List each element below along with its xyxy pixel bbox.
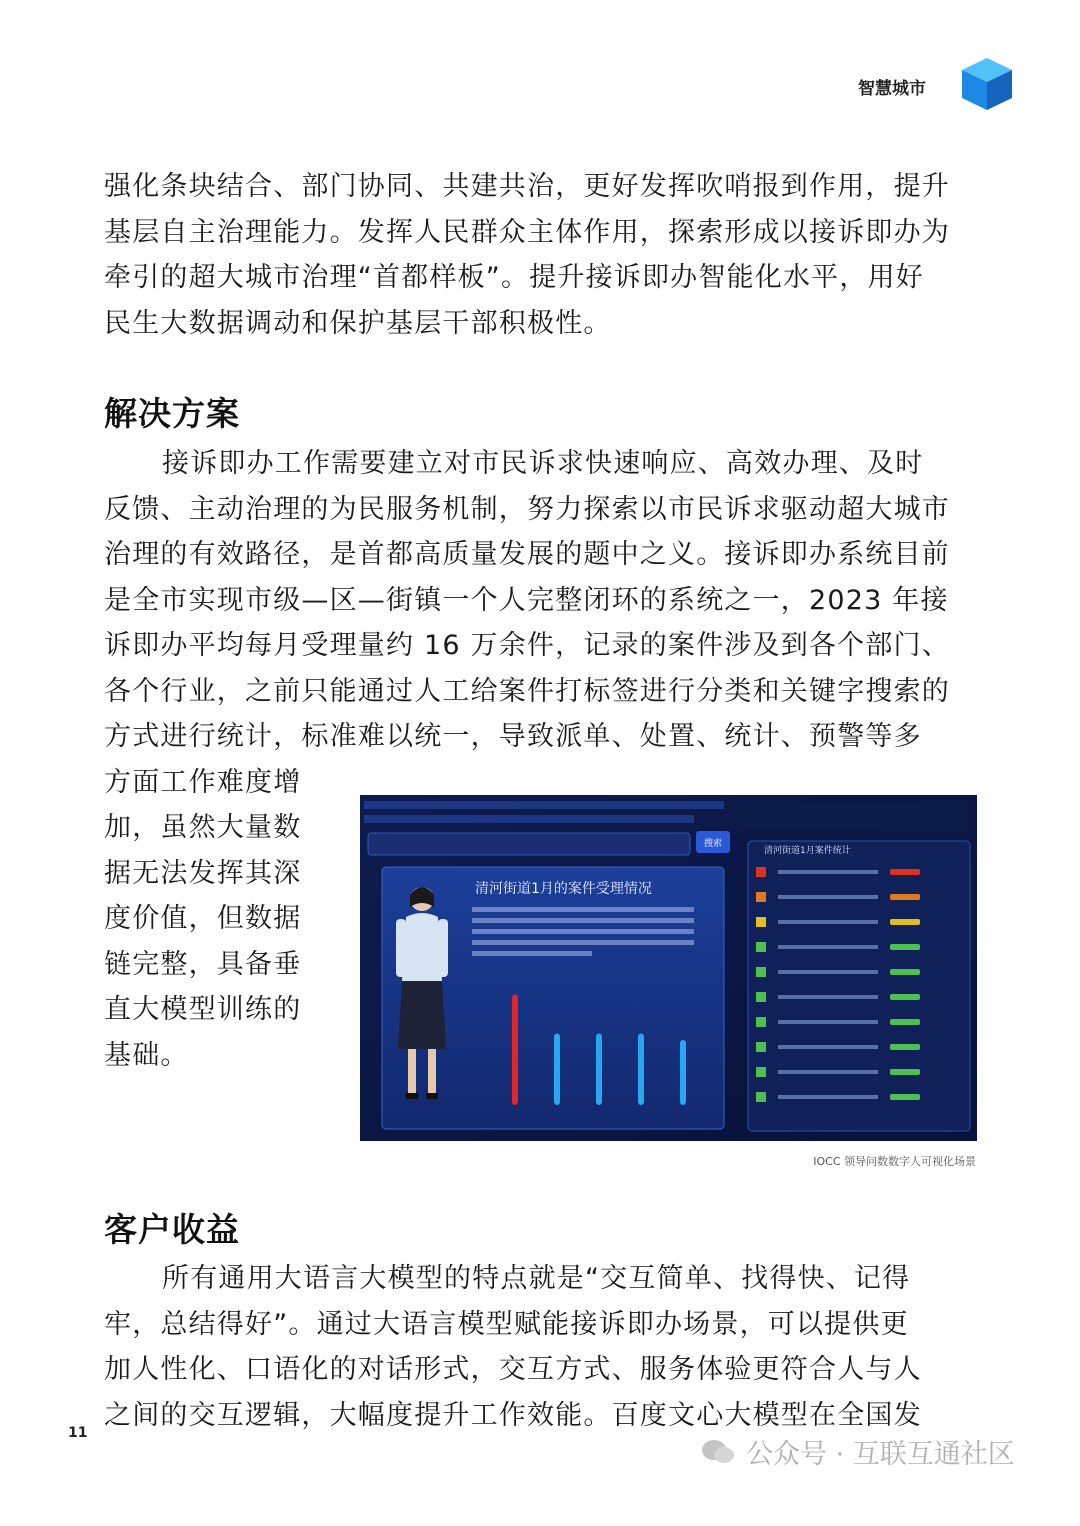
row-text: [778, 1070, 878, 1074]
row-status-square: [756, 967, 766, 977]
row-status-bar: [890, 1069, 920, 1075]
row-text: [778, 1095, 878, 1099]
solution-line: 直大模型训练的: [104, 994, 302, 1025]
row-status-bar: [890, 919, 920, 925]
benefits-heading: 客户收益: [104, 1210, 240, 1249]
bar: [596, 1034, 602, 1106]
page-number: 11: [68, 1425, 88, 1441]
intro-paragraph: [104, 164, 978, 346]
solution-line: 链完整，具备垂: [104, 948, 302, 980]
row-status-bar: [890, 1094, 920, 1100]
row-status-bar: [890, 969, 920, 975]
row-status-square: [756, 892, 766, 902]
section-title: 智慧城市: [858, 79, 926, 99]
watermark-text: 公众号 · 互联互通社区: [746, 1439, 1015, 1470]
row-text: [778, 970, 878, 974]
solution-line: 接诉即办工作需要建立对市民诉求快速响应、高效办理、及时: [162, 448, 924, 479]
row-text: [778, 995, 878, 999]
solution-line: 诉即办平均每月受理量约 16 万余件，记录的案件涉及到各个部门、: [104, 630, 950, 661]
benefits-line: 牢，总结得好”。通过大语言模型赋能接诉即办场景，可以提供更: [104, 1308, 909, 1340]
solution-line: 方面工作难度增: [104, 766, 302, 798]
row-text: [778, 870, 878, 874]
row-status-square: [756, 992, 766, 1002]
row-status-bar: [890, 944, 920, 950]
bar: [638, 1034, 644, 1106]
solution-line: 反馈、主动治理的为民服务机制，努力探索以市民诉求驱动超大城市: [104, 493, 950, 525]
row-status-bar: [890, 869, 920, 875]
table-title: 清河街道1月案件统计: [764, 846, 851, 856]
row-text: [778, 1045, 878, 1049]
intro-line: 基层自主治理能力。发挥人民群众主体作用，探索形成以接诉即办为: [104, 216, 950, 248]
bar: [554, 1034, 560, 1106]
row-status-square: [756, 917, 766, 927]
panel-title: 清河街道1月的案件受理情况: [475, 881, 652, 897]
benefits-paragraph: [104, 1256, 978, 1438]
solution-line: 加，虽然大量数: [104, 812, 302, 843]
benefits-line: 所有通用大语言大模型的特点就是“交互简单、找得快、记得: [162, 1263, 911, 1294]
watermark: [700, 1432, 1015, 1471]
row-text: [778, 895, 878, 899]
solution-line: 据无法发挥其深: [104, 857, 302, 889]
iocc-dashboard-screenshot: [360, 795, 977, 1141]
row-status-bar: [890, 994, 920, 1000]
row-text: [778, 920, 878, 924]
row-status-bar: [890, 1019, 920, 1025]
row-status-square: [756, 1092, 766, 1102]
row-status-square: [756, 1017, 766, 1027]
row-status-square: [756, 867, 766, 877]
row-status-bar: [890, 894, 920, 900]
intro-line: 强化条块结合、部门协同、共建共治，更好发挥吹哨报到作用，提升: [104, 171, 950, 202]
dashboard-illustration: [360, 795, 977, 1141]
wechat-icon: [700, 1437, 736, 1467]
solution-line: 是全市实现市级—区—街镇一个人完整闭环的系统之一，2023 年接: [104, 584, 949, 616]
solution-line: 各个行业，之前只能通过人工给案件打标签进行分类和关键字搜索的: [104, 675, 950, 707]
cube-logo-icon: [960, 56, 1014, 112]
row-text: [778, 945, 878, 949]
row-status-square: [756, 1067, 766, 1077]
solution-line: 度价值，但数据: [104, 903, 302, 934]
intro-line: 牵引的超大城市治理“首都样板”。提升接诉即办智能化水平，用好: [104, 262, 924, 293]
row-status-square: [756, 1042, 766, 1052]
search-button-label: 搜索: [703, 839, 723, 849]
row-status-bar: [890, 1044, 920, 1050]
row-status-square: [756, 942, 766, 952]
solution-line: 方式进行统计，标准难以统一，导致派单、处置、统计、预警等多: [104, 721, 922, 752]
solution-line: 治理的有效路径，是首都高质量发展的题中之义。接诉即办系统目前: [104, 539, 950, 570]
solution-line: 基础。: [104, 1039, 189, 1071]
solution-heading: 解决方案: [104, 394, 240, 433]
bar: [680, 1040, 686, 1105]
benefits-line: 加人性化、口语化的对话形式，交互方式、服务体验更符合人与人: [104, 1354, 922, 1385]
figure-caption: IOCC 领导问数数字人可视化场景: [813, 1155, 976, 1168]
row-text: [778, 1020, 878, 1024]
benefits-line: 之间的交互逻辑，大幅度提升工作效能。百度文心大模型在全国发: [104, 1399, 922, 1431]
intro-line: 民生大数据调动和保护基层干部积极性。: [104, 307, 612, 339]
bar: [512, 995, 518, 1106]
